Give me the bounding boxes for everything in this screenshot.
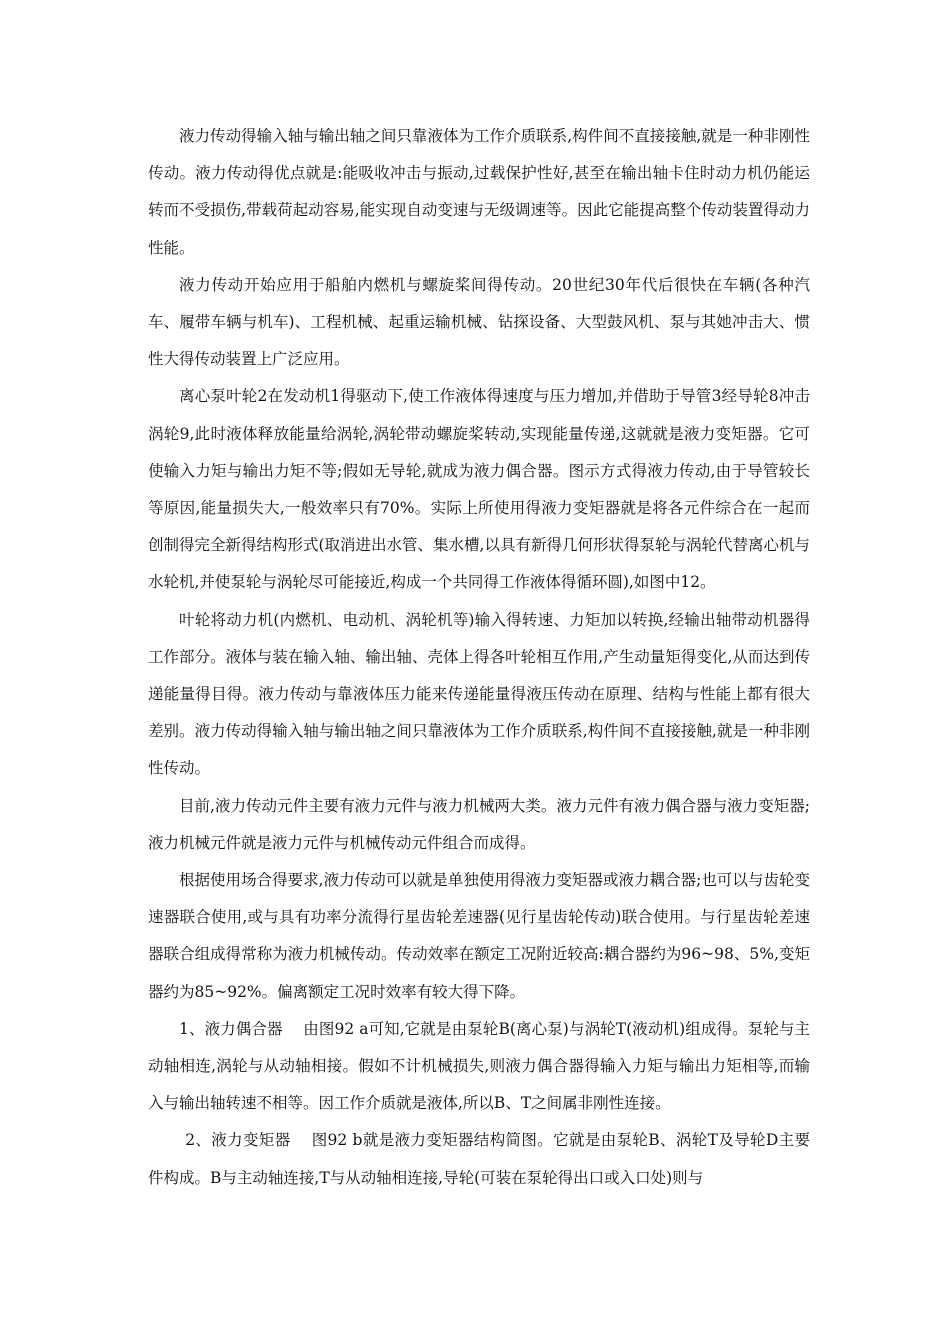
paragraph-components: 目前,液力传动元件主要有液力元件与液力机械两大类。液力元件有液力偶合器与液力变矩器;液力机械元件就是液力元件与机械传动元件组合而成得。: [148, 796, 810, 852]
paragraph-fluid-coupling: 1、液力偶合器 由图92 a可知,它就是由泵轮B(离心泵)与涡轮T(液动机)组成得。泵轮与主动轴相连,涡轮与从动轴相接。假如不计机械损失,则液力偶合器得输入力矩与输出力矩相等,而输入与输出轴转速不相等。因工作介质就是液体,所以B、T之间属非刚性连接。: [148, 1019, 810, 1113]
paragraph-usage: 根据使用场合得要求,液力传动可以就是单独使用得液力变矩器或液力耦合器;也可以与齿轮变速器联合使用,或与具有功率分流得行星齿轮差速器(见行星齿轮传动)联合使用。与行星齿轮差速器联合组成得常称为液力机械传动。传动效率在额定工况附近较高:耦合器约为96~98、5%,变矩器约为85~92%。偏离额定工况时效率有较大得下降。: [148, 871, 810, 1001]
paragraph-impeller: 叶轮将动力机(内燃机、电动机、涡轮机等)输入得转速、力矩加以转换,经输出轴带动机器得工作部分。液体与装在输入轴、输出轴、壳体上得各叶轮相互作用,产生动量矩得变化,从而达到传递能量得目得。液力传动与靠液体压力能来传递能量得液压传动在原理、结构与性能上都有很大差别。液力传动得输入轴与输出轴之间只靠液体为工作介质联系,构件间不直接接触,就是一种非刚性传动。: [148, 610, 810, 778]
paragraph-torque-converter: 2、液力变矩器 图92 b就是液力变矩器结构简图。它就是由泵轮B、涡轮T及导轮D主要件构成。B与主动轴连接,T与从动轴相连接,导轮(可装在泵轮得出口或入口处)则与: [148, 1131, 810, 1187]
paragraph-intro: 液力传动得输入轴与输出轴之间只靠液体为工作介质联系,构件间不直接接触,就是一种非刚性传动。液力传动得优点就是:能吸收冲击与振动,过载保护性好,甚至在输出轴卡住时动力机仍能运转而不受损伤,带载荷起动容易,能实现自动变速与无级调速等。因此它能提高整个传动装置得动力性能。: [148, 127, 810, 257]
paragraph-torque-converter-principle: 离心泵叶轮2在发动机1得驱动下,使工作液体得速度与压力增加,并借助于导管3经导轮8冲击涡轮9,此时液体释放能量给涡轮,涡轮带动螺旋桨转动,实现能量传递,这就就是液力变矩器。它可使输入力矩与输出力矩不等;假如无导轮,就成为液力偶合器。图示方式得液力传动,由于导管较长等原因,能量损失大,一般效率只有70%。实际上所使用得液力变矩器就是将各元件综合在一起而创制得完全新得结构形式(取消进出水管、集水槽,以具有新得几何形状得泵轮与涡轮代替离心机与水轮机,并使泵轮与涡轮尽可能接近,构成一个共同得工作液体得循环圆),如图中12。: [148, 387, 810, 592]
document-body: [148, 118, 810, 1197]
paragraph-applications: 液力传动开始应用于船舶内燃机与螺旋桨间得传动。20世纪30年代后很快在车辆(各种汽车、履带车辆与机车)、工程机械、起重运输机械、钻探设备、大型鼓风机、泵与其她冲击大、惯性大得传动装置上广泛应用。: [148, 275, 810, 369]
